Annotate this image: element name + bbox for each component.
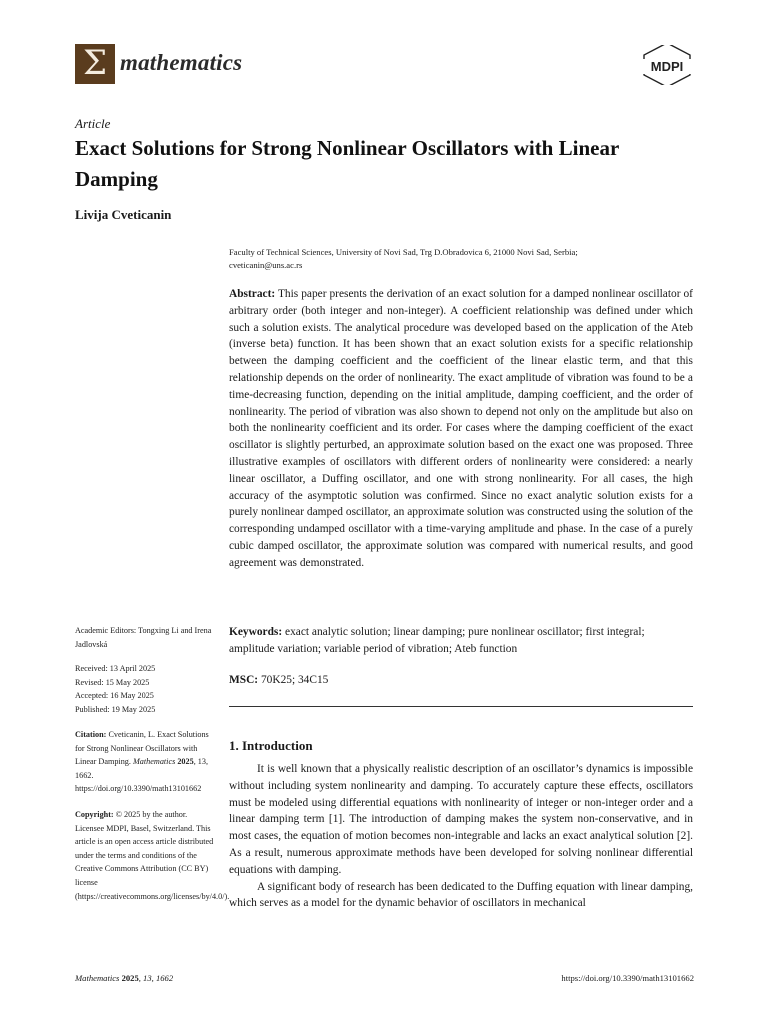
article-type: Article [75,116,111,131]
journal-name: mathematics [120,50,243,75]
footer-citation [75,973,173,983]
academic-editors: Academic Editors: Tongxing Li and Irena Jadlovská [75,626,212,649]
author-email[interactable]: cveticanin@uns.ac.rs [229,260,303,270]
abstract-label: Abstract: [229,288,276,300]
citation-label: Citation: [75,730,107,739]
publication-dates [75,662,217,716]
citation-doi[interactable]: , 13, 1662. https://doi.org/10.3390/math13101662 [75,757,209,794]
section-divider [229,706,693,707]
accepted-date: Accepted: 16 May 2025 [75,691,154,701]
citation-journal: Mathematics [132,757,176,767]
abstract [229,286,693,572]
affiliation-text: Faculty of Technical Sciences, University of Novi Sad, Trg D.Obradovica 6, 21000 Novi Sad, Serbia; [229,247,578,257]
copyright-label: Copyright: [75,810,114,819]
article-title: Exact Solutions for Strong Nonlinear Oscillators with Linear Damping [75,136,619,191]
footer-volume: , 13, 1662 [138,973,174,983]
citation [75,728,217,796]
msc [229,672,693,689]
mdpi-wordmark: MDPI [650,59,684,74]
received-date: Received: 13 April 2025 [75,664,156,673]
keywords [229,624,693,658]
keywords-label: Keywords: [229,626,283,638]
revised-date: Revised: 15 May 2025 [75,677,150,687]
copyright-text: © 2025 by the author. Licensee MDPI, Basel, Switzerland. This article is an open access article distributed under the terms and conditions of the Creative Commons Attribution (CC BY) license (https://creativecommons.org/licenses/by/4.0/). [75,810,230,901]
author-name: Livija Cveticanin [75,207,172,222]
section-heading: 1. Introduction [229,738,313,753]
keywords-text: exact analytic solution; linear damping; pure nonlinear oscillator; first integral; amplitude variation; variable period of vibration; Ateb function [229,626,645,655]
paragraph: It is well known that a physically realistic description of an oscillator’s dynamics is impossible without including system nonlinearity and damping. To accurately capture these effects, oscillators must be modeled using differential equations with nonlinearity of integer or non-integer order and a linear damping term [1]. The introduction of damping makes the system non-conservative, and in most cases, the equation of motion becomes non-integrable and lacks an exact analytical solution [2]. As a result, numerous approximate methods have been developed for solving nonlinear differential equations with damping. [229,763,693,876]
published-date: Published: 19 May 2025 [75,704,156,714]
affiliation [229,246,699,272]
footer-journal: Mathematics [75,973,120,983]
citation-year: 2025 [177,757,194,767]
copyright [75,808,230,903]
footer-doi-link[interactable]: https://doi.org/10.3390/math13101662 [561,973,694,983]
paragraph: A significant body of research has been dedicated to the Duffing equation with linear damping, which serves as a model for the dynamic behavior of oscillators in mechanical [229,880,693,910]
msc-text: 70K25; 34C15 [260,674,329,686]
citation-text: Cveticanin, L. Exact Solutions for Strong Nonlinear Oscillators with Linear Damping. [75,730,209,767]
mdpi-logo [640,45,694,85]
abstract-text: This paper presents the derivation of an exact solution for a damped nonlinear oscillator of arbitrary order (both integer and non-integer). A coefficient relationship was defined under which such a solution exists. The analytical procedure was developed based on the application of the Ateb (inverse beta) function. It has been shown that an exact solution exists for a specific relationship between the damping coefficient and the coefficient of the linear elastic term, and that this relationship depends on the order of nonlinearity. The exact amplitude of vibration was found to be a time-decreasing function, depending on the initial amplitude, damping coefficient, and the order of nonlinearity. The period of vibration was also shown to depend not only on the amplitude but also on both the nonlinearity coefficient and its order. For cases where the damping coefficient of the exact oscillator is slightly perturbed, an approximate solution based on the exact one was proposed. Three illustrative examples of oscillators with different orders of nonlinearity were considered: a nearly linear oscillator, a Duffing oscillator, and one with strong nonlinearity. For all cases, the high accuracy of the asymptotic solution was confirmed. Since no exact analytic solution exists for a purely nonlinear damped oscillator, an approximate solution was constructed using the solution of the corresponding undamped oscillator with a time-varying amplitude and phase. In the case of a purely cubic damped oscillator, the approximate solution was compared with numerical results, and good agreement was demonstrated. [229,288,693,569]
sigma-icon: Σ [82,43,108,83]
msc-label: MSC: [229,674,259,686]
footer-year: 2025 [121,973,139,983]
journal-logo [75,44,115,84]
introduction-body [229,761,693,912]
